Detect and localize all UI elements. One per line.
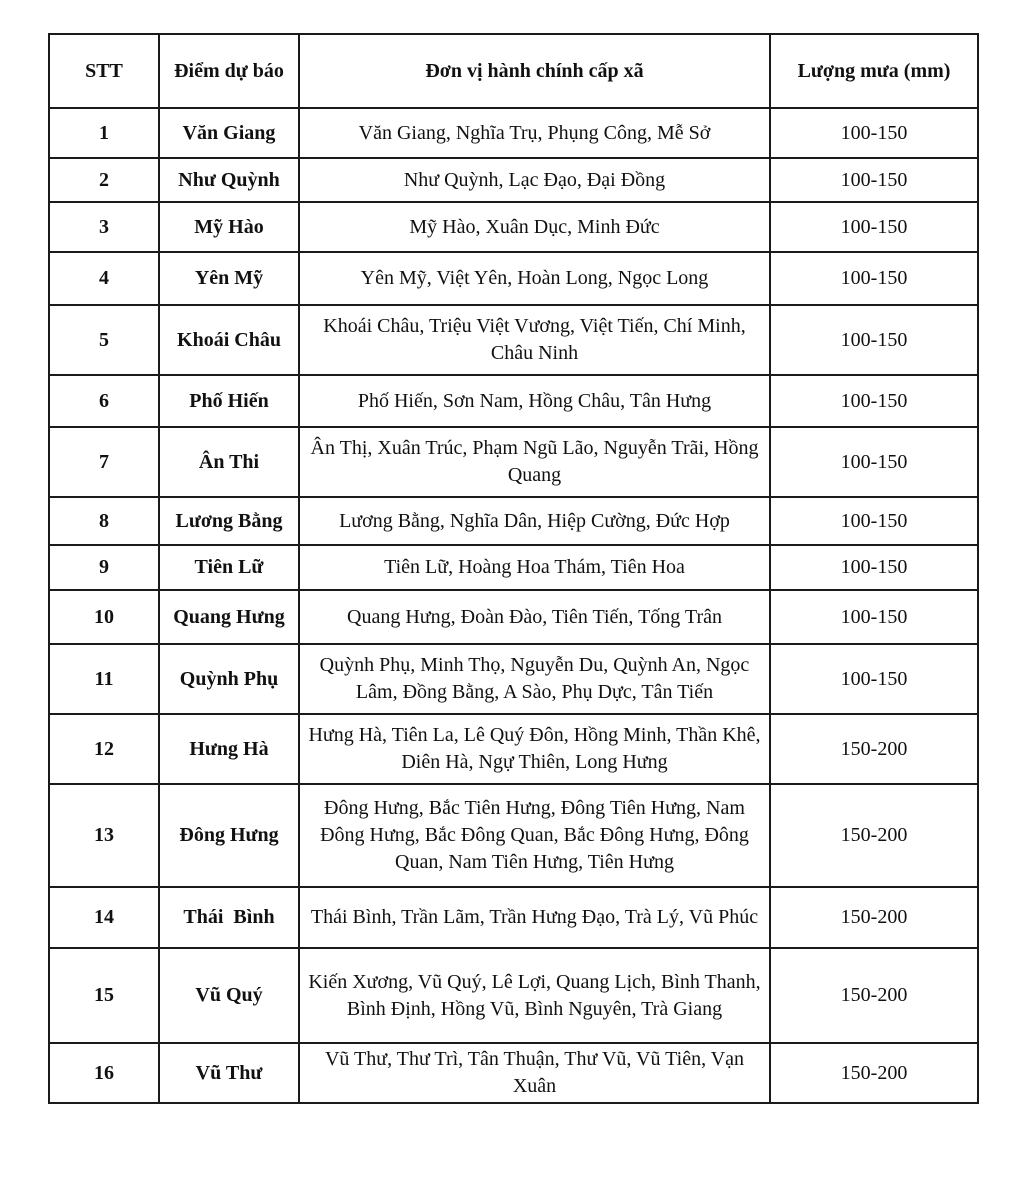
- row-administrative-units: Yên Mỹ, Việt Yên, Hoàn Long, Ngọc Long: [299, 252, 770, 305]
- row-stt: 14: [49, 887, 159, 948]
- table-row: [49, 887, 978, 948]
- table-row: [49, 252, 978, 305]
- row-administrative-units: Quỳnh Phụ, Minh Thọ, Nguyễn Du, Quỳnh An, Ngọc Lâm, Đồng Bằng, A Sào, Phụ Dực, Tân Tiến: [299, 644, 770, 714]
- row-administrative-units: Thái Bình, Trần Lãm, Trần Hưng Đạo, Trà Lý, Vũ Phúc: [299, 887, 770, 948]
- table-row: [49, 714, 978, 784]
- row-rainfall: 150-200: [770, 948, 978, 1043]
- row-forecast-point: Hưng Hà: [159, 714, 299, 784]
- table-row: [49, 427, 978, 497]
- header-forecast-point: Điểm dự báo: [159, 34, 299, 108]
- row-administrative-units: Đông Hưng, Bắc Tiên Hưng, Đông Tiên Hưng, Nam Đông Hưng, Bắc Đông Quan, Bắc Đông Hưng, Đông Quan, Nam Tiên Hưng, Tiên Hưng: [299, 784, 770, 887]
- row-rainfall: 150-200: [770, 714, 978, 784]
- row-administrative-units: Hưng Hà, Tiên La, Lê Quý Đôn, Hồng Minh, Thần Khê, Diên Hà, Ngự Thiên, Long Hưng: [299, 714, 770, 784]
- row-rainfall: 100-150: [770, 497, 978, 545]
- table-row: [49, 590, 978, 644]
- table-row: [49, 108, 978, 158]
- row-stt: 13: [49, 784, 159, 887]
- row-stt: 16: [49, 1043, 159, 1103]
- table-row: [49, 375, 978, 427]
- row-forecast-point: Phố Hiến: [159, 375, 299, 427]
- header-rainfall: Lượng mưa (mm): [770, 34, 978, 108]
- row-rainfall: 100-150: [770, 108, 978, 158]
- row-administrative-units: Kiến Xương, Vũ Quý, Lê Lợi, Quang Lịch, Bình Thanh, Bình Định, Hồng Vũ, Bình Nguyên, Trà Giang: [299, 948, 770, 1043]
- row-rainfall: 100-150: [770, 305, 978, 375]
- row-administrative-units: Lương Bằng, Nghĩa Dân, Hiệp Cường, Đức Hợp: [299, 497, 770, 545]
- row-forecast-point: Quỳnh Phụ: [159, 644, 299, 714]
- row-administrative-units: Khoái Châu, Triệu Việt Vương, Việt Tiến, Chí Minh, Châu Ninh: [299, 305, 770, 375]
- row-forecast-point: Khoái Châu: [159, 305, 299, 375]
- table-row: [49, 202, 978, 252]
- row-administrative-units: Tiên Lữ, Hoàng Hoa Thám, Tiên Hoa: [299, 545, 770, 590]
- row-rainfall: 150-200: [770, 887, 978, 948]
- row-administrative-units: Phố Hiến, Sơn Nam, Hồng Châu, Tân Hưng: [299, 375, 770, 427]
- table-row: [49, 305, 978, 375]
- rainfall-forecast-table: [48, 33, 979, 1104]
- row-rainfall: 150-200: [770, 1043, 978, 1103]
- row-administrative-units: Mỹ Hào, Xuân Dục, Minh Đức: [299, 202, 770, 252]
- row-administrative-units: Quang Hưng, Đoàn Đào, Tiên Tiến, Tống Trân: [299, 590, 770, 644]
- header-administrative-units: Đơn vị hành chính cấp xã: [299, 34, 770, 108]
- row-stt: 1: [49, 108, 159, 158]
- row-stt: 2: [49, 158, 159, 202]
- table-row: [49, 784, 978, 887]
- table-row: [49, 644, 978, 714]
- row-forecast-point: Văn Giang: [159, 108, 299, 158]
- row-rainfall: 100-150: [770, 202, 978, 252]
- row-rainfall: 100-150: [770, 252, 978, 305]
- row-administrative-units: Ân Thị, Xuân Trúc, Phạm Ngũ Lão, Nguyễn Trãi, Hồng Quang: [299, 427, 770, 497]
- header-stt: STT: [49, 34, 159, 108]
- row-stt: 7: [49, 427, 159, 497]
- row-rainfall: 100-150: [770, 375, 978, 427]
- row-forecast-point: Yên Mỹ: [159, 252, 299, 305]
- row-stt: 11: [49, 644, 159, 714]
- row-forecast-point: Mỹ Hào: [159, 202, 299, 252]
- row-forecast-point: Vũ Thư: [159, 1043, 299, 1103]
- row-forecast-point: Đông Hưng: [159, 784, 299, 887]
- row-rainfall: 150-200: [770, 784, 978, 887]
- row-rainfall: 100-150: [770, 644, 978, 714]
- table-header-row: [49, 34, 978, 108]
- row-stt: 10: [49, 590, 159, 644]
- row-rainfall: 100-150: [770, 590, 978, 644]
- row-administrative-units: Vũ Thư, Thư Trì, Tân Thuận, Thư Vũ, Vũ Tiên, Vạn Xuân: [299, 1043, 770, 1103]
- row-stt: 3: [49, 202, 159, 252]
- row-stt: 9: [49, 545, 159, 590]
- row-forecast-point: Tiên Lữ: [159, 545, 299, 590]
- row-rainfall: 100-150: [770, 427, 978, 497]
- row-forecast-point: Như Quỳnh: [159, 158, 299, 202]
- row-stt: 6: [49, 375, 159, 427]
- row-stt: 8: [49, 497, 159, 545]
- table-row: [49, 1043, 978, 1103]
- row-stt: 15: [49, 948, 159, 1043]
- row-administrative-units: Như Quỳnh, Lạc Đạo, Đại Đồng: [299, 158, 770, 202]
- row-forecast-point: Ân Thi: [159, 427, 299, 497]
- table-row: [49, 545, 978, 590]
- table-row: [49, 497, 978, 545]
- row-stt: 5: [49, 305, 159, 375]
- row-stt: 4: [49, 252, 159, 305]
- row-forecast-point: Quang Hưng: [159, 590, 299, 644]
- row-forecast-point: Lương Bằng: [159, 497, 299, 545]
- row-stt: 12: [49, 714, 159, 784]
- row-rainfall: 100-150: [770, 545, 978, 590]
- table-body: [49, 108, 978, 1103]
- table-row: [49, 158, 978, 202]
- row-forecast-point: Vũ Quý: [159, 948, 299, 1043]
- row-administrative-units: Văn Giang, Nghĩa Trụ, Phụng Công, Mễ Sở: [299, 108, 770, 158]
- table-row: [49, 948, 978, 1043]
- row-rainfall: 100-150: [770, 158, 978, 202]
- row-forecast-point: Thái Bình: [159, 887, 299, 948]
